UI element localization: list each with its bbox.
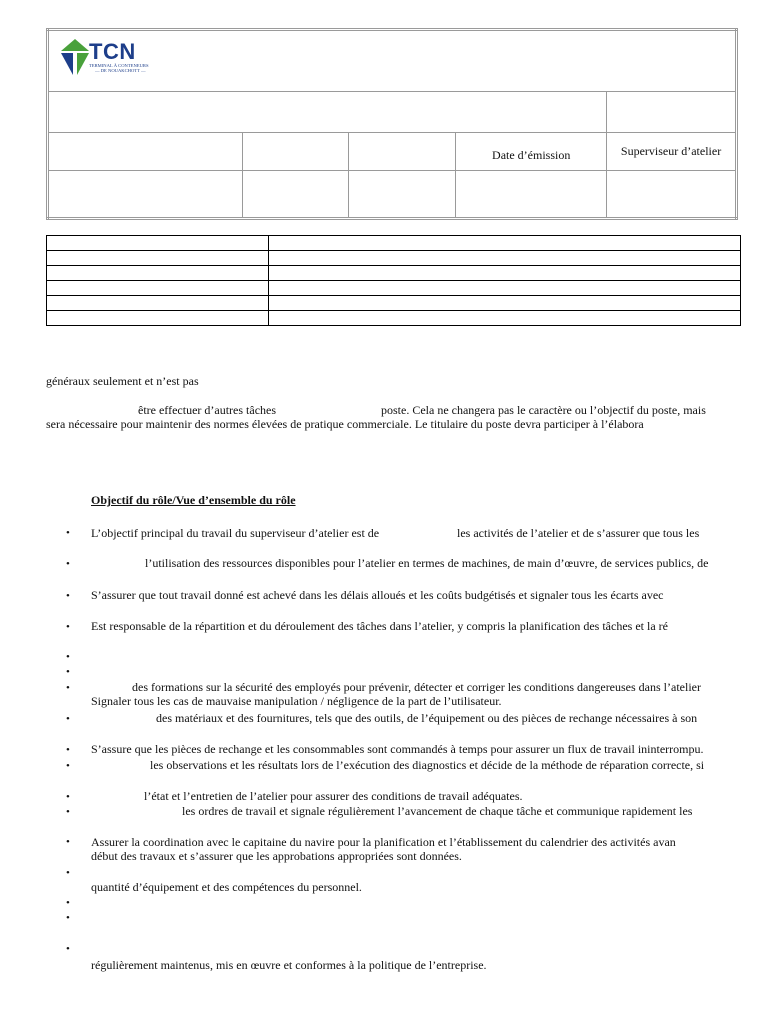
info-value-cell <box>269 296 741 311</box>
section-heading: Objectif du rôle/Vue d’ensemble du rôle <box>91 493 296 507</box>
list-item-text: Est responsable de la répartition et du déroulement des tâches dans l’atelier, y compris la planification des tâches et la ré <box>91 619 668 633</box>
list-item-text: les activités de l’atelier et de s’assurer que tous les <box>457 526 700 540</box>
list-item-text: régulièrement maintenus, mis en œuvre et conformes à la politique de l’entreprise. <box>91 958 487 972</box>
meta-value-2 <box>242 171 349 219</box>
info-label-cell <box>47 311 269 326</box>
list-item-text: S’assure que les pièces de rechange et les consommables sont commandés à temps pour assurer un flux de travail ininterrompu. <box>91 742 704 756</box>
supervisor-value <box>607 171 737 219</box>
meta-cell-2 <box>242 133 349 171</box>
info-value-cell <box>269 251 741 266</box>
info-label-cell <box>47 266 269 281</box>
list-item-text: des formations sur la sécurité des employés pour prévenir, détecter et corriger les conditions dangereuses dans l’atelier <box>132 680 701 694</box>
list-item-text: début des travaux et s’assurer que les approbations appropriées sont données. <box>91 849 462 863</box>
info-row <box>47 281 741 296</box>
info-value-cell <box>269 266 741 281</box>
info-row <box>47 266 741 281</box>
list-item-text: Signaler tous les cas de mauvaise manipulation / négligence de la part de l’utilisateur. <box>91 694 502 708</box>
list-item-text: l’utilisation des ressources disponibles pour l’atelier en termes de machines, de main d’œuvre, de services publics, de <box>145 556 709 570</box>
info-value-cell <box>269 311 741 326</box>
bullet-icon: • <box>66 867 70 879</box>
meta-cell-1 <box>48 133 243 171</box>
bullet-icon: • <box>66 527 70 539</box>
bullet-icon: • <box>66 744 70 756</box>
info-value-cell <box>269 236 741 251</box>
date-emission-value <box>456 171 607 219</box>
info-row <box>47 296 741 311</box>
info-row <box>47 311 741 326</box>
bullet-icon: • <box>66 621 70 633</box>
info-label-cell <box>47 251 269 266</box>
bullet-icon: • <box>66 590 70 602</box>
logo-wordmark <box>89 41 149 73</box>
info-label-cell <box>47 296 269 311</box>
info-value-cell <box>269 281 741 296</box>
logo-cell <box>48 30 737 92</box>
intro-line-2b: poste. Cela ne changera pas le caractère ou l’objectif du poste, mais <box>381 403 706 417</box>
info-row <box>47 236 741 251</box>
list-item-text: l’état et l’entretien de l’atelier pour assurer des conditions de travail adéquates. <box>144 789 523 803</box>
title-cell <box>48 92 607 133</box>
logo-brand: TCN <box>89 39 136 64</box>
intro-line-1: généraux seulement et n’est pas <box>46 374 199 388</box>
job-info-table <box>46 235 741 326</box>
bullet-icon: • <box>66 713 70 725</box>
bullet-icon: • <box>66 912 70 924</box>
list-item-text: quantité d’équipement et des compétences du personnel. <box>91 880 362 894</box>
meta-cell-3 <box>349 133 456 171</box>
intro-line-3: sera nécessaire pour maintenir des normes élevées de pratique commerciale. Le titulaire du poste devra participer à l’élabora <box>46 417 644 431</box>
bullet-icon: • <box>66 791 70 803</box>
tcn-logo-icon <box>59 39 91 75</box>
supervisor-label: Superviseur d’atelier <box>607 133 737 171</box>
bullet-icon: • <box>66 897 70 909</box>
ref-cell <box>607 92 737 133</box>
list-item-text: L’objectif principal du travail du superviseur d’atelier est de <box>91 526 380 540</box>
bullet-icon: • <box>66 943 70 955</box>
logo-subtitle-city: — DE NOUAKCHOTT — <box>95 68 146 73</box>
date-emission-label: Date d’émission <box>456 133 607 171</box>
bullet-icon: • <box>66 666 70 678</box>
info-label-cell <box>47 281 269 296</box>
list-item-text: les ordres de travail et signale régulièrement l’avancement de chaque tâche et communique rapidement les <box>182 804 693 818</box>
document-header-table <box>46 28 738 220</box>
logo-subtitle: TERMINAL À CONTENEURS <box>89 63 149 68</box>
meta-value-3 <box>349 171 456 219</box>
info-label-cell <box>47 236 269 251</box>
list-item-text: S’assurer que tout travail donné est achevé dans les délais alloués et les coûts budgétisés et signaler tous les écarts avec <box>91 588 664 602</box>
bullet-icon: • <box>66 806 70 818</box>
bullet-icon: • <box>66 651 70 663</box>
intro-line-2a: être effectuer d’autres tâches <box>138 403 277 417</box>
meta-value-1 <box>48 171 243 219</box>
list-item-text: les observations et les résultats lors de l’exécution des diagnostics et décide de la méthode de réparation correcte, si <box>150 758 705 772</box>
list-item-text: des matériaux et des fournitures, tels que des outils, de l’équipement ou des pièces de rechange nécessaires à son <box>156 711 698 725</box>
bullet-icon: • <box>66 836 70 848</box>
list-item-text: Assurer la coordination avec le capitaine du navire pour la planification et l’établissement du calendrier des activités avan <box>91 835 676 849</box>
bullet-icon: • <box>66 760 70 772</box>
bullet-icon: • <box>66 682 70 694</box>
bullet-icon: • <box>66 558 70 570</box>
info-row <box>47 251 741 266</box>
